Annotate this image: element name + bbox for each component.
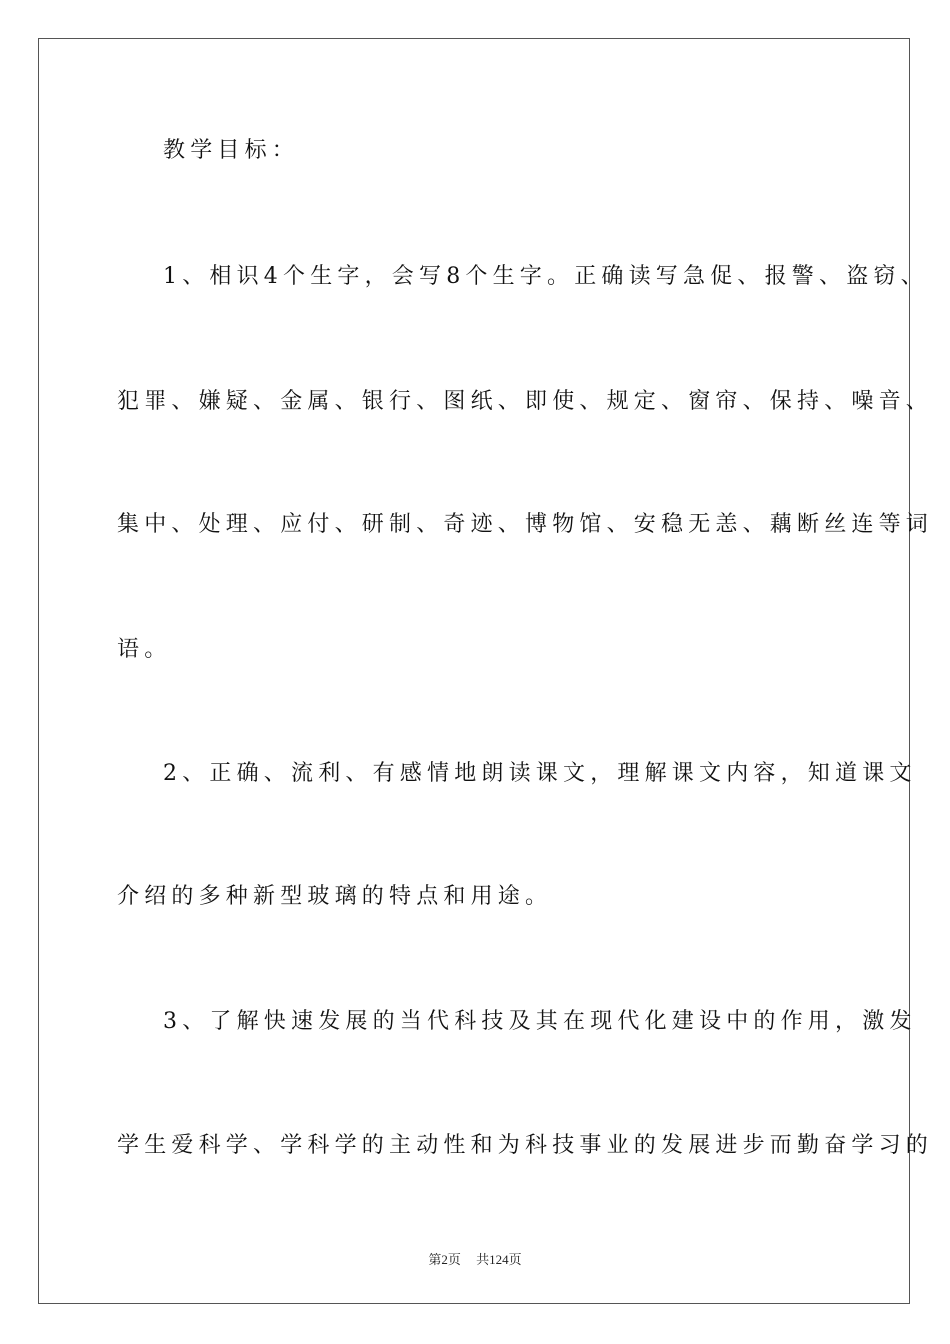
- paragraph-line: 语。: [117, 637, 172, 662]
- heading-objectives: 教学目标：: [163, 138, 300, 163]
- paragraph-line: 学生爱科学、学科学的主动性和为科技事业的发展进步而勤奋学习的: [117, 1133, 934, 1158]
- paragraph-line: 2、正确、流利、有感情地朗读课文，理解课文内容，知道课文: [163, 761, 917, 786]
- paragraph-line: 犯罪、嫌疑、金属、银行、图纸、即使、规定、窗帘、保持、噪音、: [117, 389, 934, 414]
- page-number: 第2页: [428, 1252, 461, 1267]
- paragraph-line: 1、相识4个生字，会写8个生字。正确读写急促、报警、盗窃、: [163, 264, 928, 289]
- paragraph-line: 介绍的多种新型玻璃的特点和用途。: [117, 884, 553, 909]
- paragraph-line: 3、了解快速发展的当代科技及其在现代化建设中的作用，激发: [163, 1009, 917, 1034]
- page-total: 共124页: [476, 1252, 522, 1267]
- paragraph-line: 集中、处理、应付、研制、奇迹、博物馆、安稳无恙、藕断丝连等词: [117, 512, 934, 537]
- page-frame: [38, 38, 910, 1304]
- page-footer: [0, 1249, 950, 1268]
